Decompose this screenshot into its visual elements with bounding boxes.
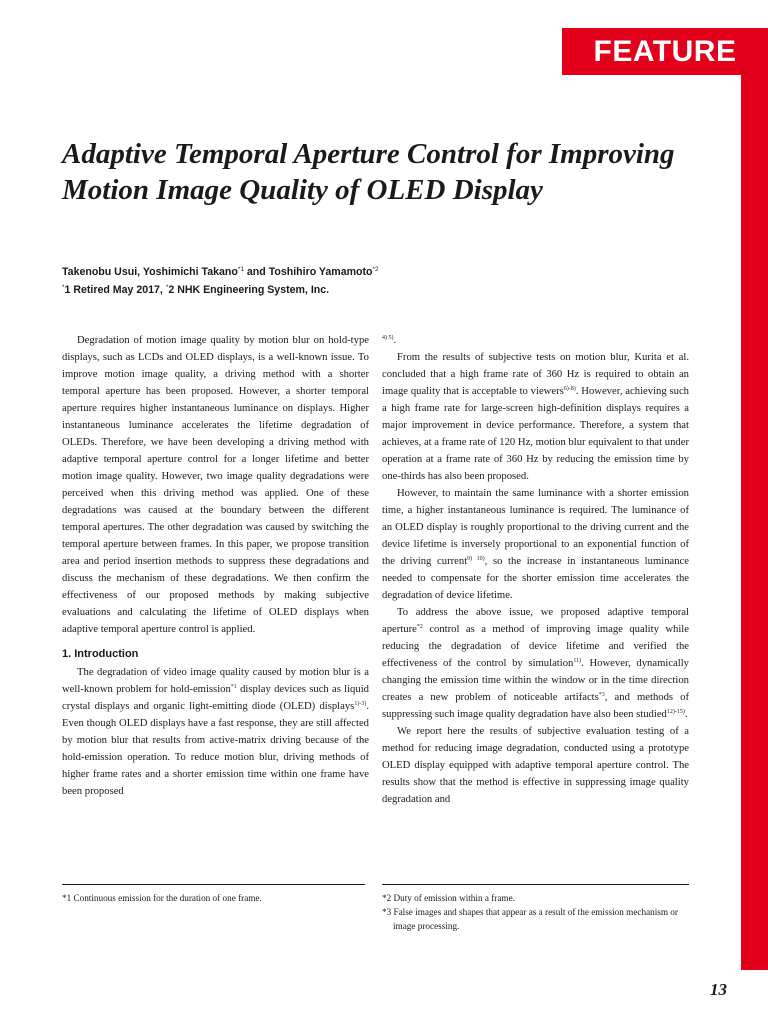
author-names-1: Takenobu Usui, Yoshimichi Takano: [62, 266, 238, 278]
text-run: . However, achieving such a high frame rate for large-screen high-definition displays requires a major improvement in device performance. Therefore, a system that achieves, at a frame rate of 120 Hz, motion blur equivalent to that under operation at a frame rate of 360 Hz by reducing the emission time by one-thirds has also been proposed.: [382, 386, 689, 482]
side-accent-bar: [741, 28, 768, 970]
left-column: [62, 332, 369, 800]
author-block: [62, 262, 682, 298]
affil-star-2: *: [165, 284, 169, 291]
abstract-paragraph: Degradation of motion image quality by motion blur on hold-type displays, such as LCDs and OLED displays, is a well-known issue. To improve motion image quality, a driving method with a shorter temporal aperture has been proposed. However, a shorter temporal aperture requires higher instantaneous luminance on displays. Higher instantaneous luminance accelerates the lifetime degradation of OLEDs. Therefore, we have been developing a driving method with adaptive temporal aperture control for a longer lifetime and better motion image quality. However, two image quality degradations were perceived when this driving method was applied. One of these degradations was caused at the boundary between the different temporal apertures. The other degradation was caused by switching the temporal aperture between frames. In this paper, we propose transition area and period insertion methods to suppress these degradations and discuss the mechanism of these degradations. We then confirm the effectiveness of our proposed methods by making subjective evaluations and calculating the lifetime of OLED displays when adaptive temporal aperture control is applied.: [62, 335, 369, 635]
text-run: From the results of subjective tests on motion blur, Kurita et al. concluded that a high frame rate of 360 Hz is required to obtain an image quality that is acceptable to viewers: [382, 352, 689, 397]
intro-paragraph-5: We report here the results of subjective evaluation testing of a method for reducing image degradation, conducted using a prototype OLED display equipped with adaptive temporal aperture control. The results show that the method is effective in suppressing image quality degradation and: [382, 726, 689, 805]
section-heading-introduction: 1. Introduction: [62, 648, 139, 660]
text-run: , and methods of suppressing such image quality degradation have also been studied: [382, 692, 689, 720]
footnote-ref: *2: [416, 624, 423, 630]
citation-ref: 12)-15): [666, 709, 685, 715]
footnote-divider-right: [382, 884, 689, 885]
citation-ref: 6)-8): [563, 386, 576, 392]
intro-paragraph-1-cont: [382, 332, 689, 349]
text-run: . However, dynamically changing the emission time within the window or in the time direction creates a new problem of noticeable artifacts: [382, 658, 690, 703]
text-run: display devices such as liquid crystal displays and organic light-emitting diode (OLED) displays: [62, 684, 369, 712]
citation-ref: 1)-3): [354, 701, 367, 707]
citation-ref: 11): [573, 658, 582, 664]
feature-badge: FEATURE: [562, 28, 768, 75]
intro-paragraph-3: [382, 485, 689, 604]
author-affil-mark-2: *2: [372, 266, 379, 273]
right-column: [382, 332, 689, 808]
footnotes-left: [62, 891, 369, 905]
text-run: The degradation of video image quality caused by motion blur is a well-known problem for hold-emission: [62, 667, 369, 695]
citation-ref: 4) 5): [382, 335, 394, 341]
footnote-divider-left: [62, 884, 365, 885]
intro-paragraph-4: [382, 604, 689, 723]
footnotes-right: [382, 891, 689, 933]
footnote-1: *1 Continuous emission for the duration of one frame.: [62, 893, 262, 903]
affiliation-2: 2 NHK Engineering System, Inc.: [168, 284, 330, 296]
footnote-2: *2 Duty of emission within a frame.: [382, 893, 515, 903]
text-run: , so the increase in instantaneous luminance needed to compensate for the shorter emission time accelerates the degradation of device lifetime.: [382, 556, 689, 601]
footnote-3: *3 False images and shapes that appear as a result of the emission mechanism or image processing.: [382, 907, 678, 931]
intro-paragraph-2: [382, 349, 689, 485]
article-title: Adaptive Temporal Aperture Control for Improving Motion Image Quality of OLED Display: [62, 138, 675, 206]
text-run: control as a method of improving image quality while reducing the degradation of device lifetime and verified the effectiveness of the control by simulation: [382, 624, 689, 669]
intro-paragraph-1: [62, 664, 369, 800]
page-number: 13: [710, 980, 727, 999]
text-run: .: [393, 335, 397, 346]
affiliation-1: 1 Retired May 2017,: [64, 284, 166, 296]
footnote-ref: *3: [598, 692, 605, 698]
author-line: [62, 262, 682, 280]
author-affil-mark-1: *1: [237, 266, 244, 273]
footnote-ref: *1: [230, 684, 237, 690]
text-run: However, to maintain the same luminance with a shorter emission time, a higher instantaneous luminance is required. The luminance of an OLED display is roughly proportional to the driving current and the device lifetime is inversely proportional to an exponential function of the driving current: [382, 488, 689, 567]
affil-star-1: *: [62, 284, 65, 291]
citation-ref: 9) 10): [467, 556, 485, 562]
text-run: . Even though OLED displays have a fast response, they are still affected by motion blur that results from active-matrix driving because of the hold-emission operation. To reduce motion blur, driving methods of higher frame rates and a shorter emission time within one frame have been proposed: [62, 701, 369, 797]
text-run: To address the above issue, we proposed adaptive temporal aperture: [382, 607, 689, 635]
author-names-2: and Toshihiro Yamamoto: [243, 266, 373, 278]
text-run: .: [684, 709, 688, 720]
affiliation-line: [62, 280, 682, 298]
